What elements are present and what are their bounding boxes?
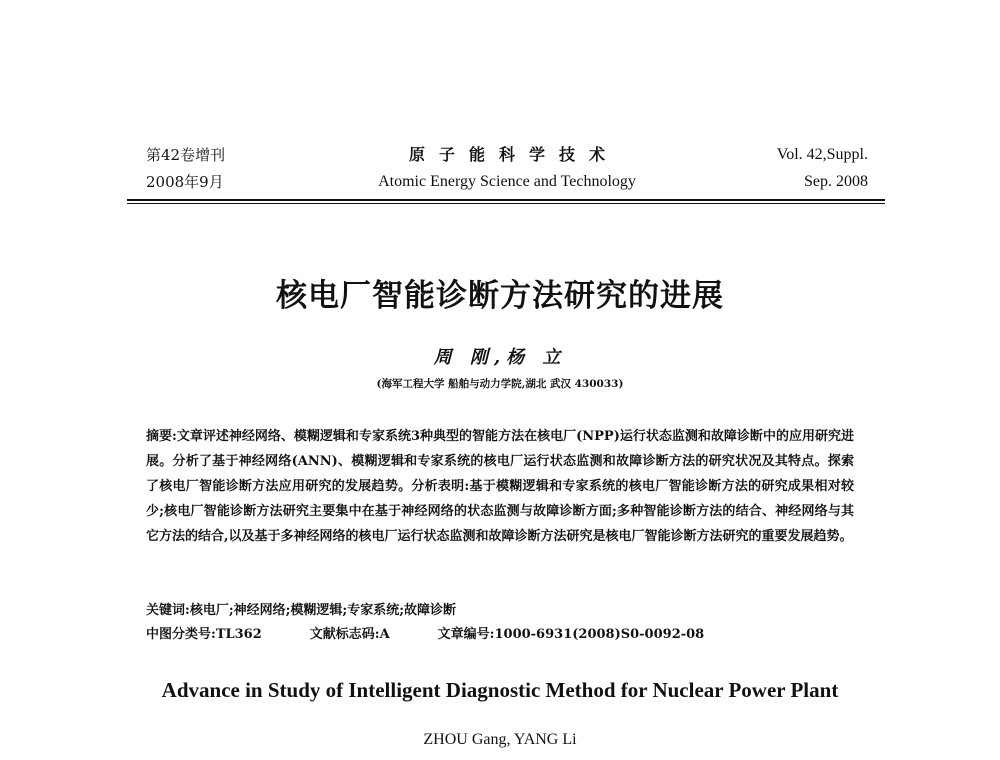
article-title-en: Advance in Study of Intelligent Diagnostic Method for Nuclear Power Plant [161, 678, 839, 702]
volume-en: Vol. 42,Suppl. [776, 146, 868, 163]
journal-title-zh: 原子能科学技术 [408, 145, 619, 164]
keywords-line [146, 599, 456, 618]
journal-title-en: Atomic Energy Science and Technology [378, 173, 636, 190]
article-no-value: 1000-6931(2008)S0-0092-08 [494, 627, 705, 642]
volume-zh: 第42卷增刊 [146, 146, 226, 164]
classification-line [146, 623, 846, 642]
doc-code-value: A [379, 627, 390, 642]
authors-en: ZHOU Gang, YANG Li [423, 731, 577, 748]
clc-label: 中图分类号: [146, 627, 216, 642]
authors-zh: 周 刚,杨 立 [433, 347, 567, 368]
keywords: 核电厂;神经网络;模糊逻辑;专家系统;故障诊断 [189, 603, 457, 618]
abstract-text: 文章评述神经网络、模糊逻辑和专家系统3种典型的智能方法在核电厂(NPP)运行状态监测和故障诊断中的应用研究进展。分析了基于神经网络(ANN)、模糊逻辑和专家系统的核电厂运行状态监测和故障诊断方法的研究状况及其特点。探索了核电厂智能诊断方法应用研究的发展趋势。分析表明:基于模糊逻辑和专家系统的核电厂智能诊断方法的研究成果相对较少;核电厂智能诊断方法研究主要集中在基于神经网络的状态监测与故障诊断方面;多种智能诊断方法的结合、神经网络与其它方法的结合,以及基于多神经网络的核电厂运行状态监测和故障诊断方法研究是核电厂智能诊断方法研究的重要发展趋势。 [146, 429, 854, 544]
keywords-label: 关键词: [146, 603, 190, 618]
article-no-label: 文章编号: [437, 627, 495, 642]
date-en: Sep. 2008 [804, 173, 868, 190]
date-zh: 2008年9月 [146, 173, 224, 191]
header-rule-thin [127, 203, 885, 204]
doc-code-label: 文献标志码: [309, 627, 380, 642]
affiliation-zh: (海军工程大学 船舶与动力学院,湖北 武汉 430033) [376, 378, 624, 390]
abstract [146, 424, 854, 549]
article-title-zh: 核电厂智能诊断方法研究的进展 [276, 278, 724, 314]
header-right [777, 146, 868, 191]
header-center [352, 146, 662, 191]
header-left [146, 146, 225, 191]
abstract-label: 摘要: [146, 429, 177, 444]
header-rule-thick [127, 199, 885, 201]
clc-value: TL362 [215, 627, 262, 642]
